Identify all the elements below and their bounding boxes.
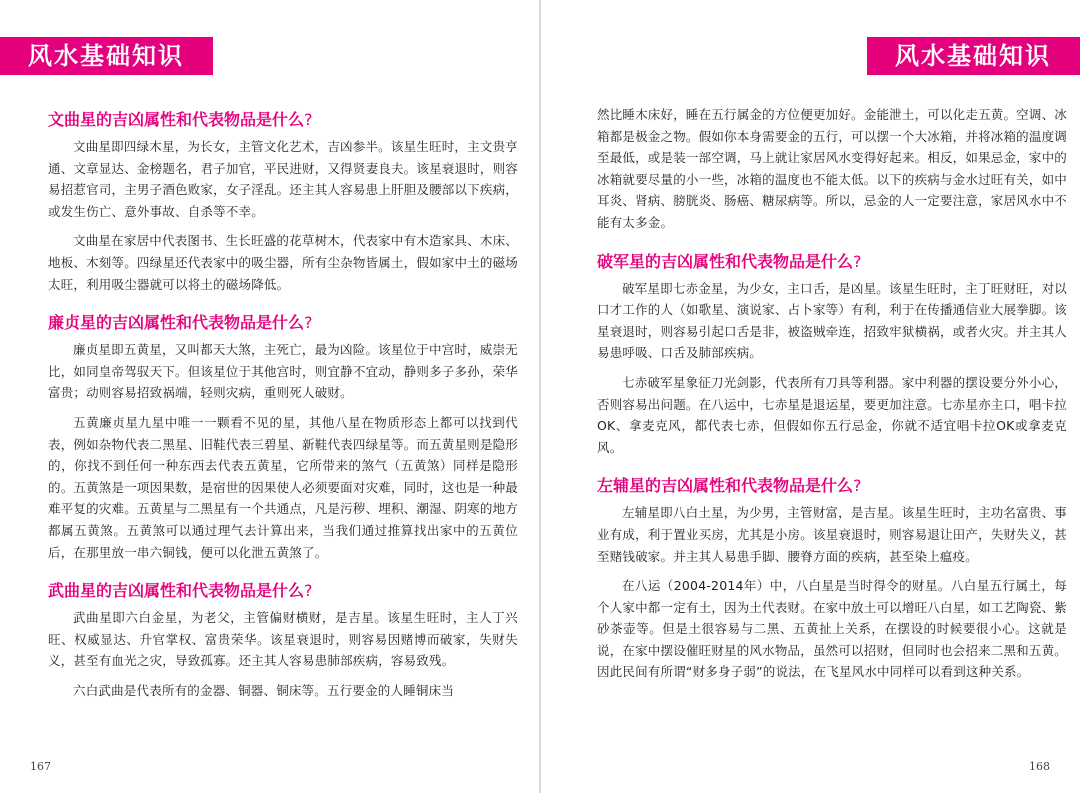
paragraph: 武曲星即六白金星，为老父，主管偏财横财，是吉星。该星生旺时，主人丁兴旺、权威显达、升官掌权、富贵荣华。该星衰退时，则容易因赌博而破家，失财失义，甚至有血光之灾，导致孤寡。还主其人容易患肺部疾病，容易致残。 xyxy=(48,610,518,669)
chapter-banner: 风水基础知识 xyxy=(0,37,213,75)
paragraph: 七赤破军星象征刀光剑影，代表所有刀具等利器。家中利器的摆设要分外小心，否则容易出问题。在八运中，七赤星是退运星，要更加注意。七赤星亦主口，唱卡拉OK、拿麦克风，都代表七赤，但假如你五行忌金，你就不适宜唱卡拉OK或拿麦克风。 xyxy=(597,374,1067,455)
paragraph: 文曲星在家居中代表图书、生长旺盛的花草树木，代表家中有木造家具、木床、地板、木刻等。四绿星还代表家中的吸尘器，所有尘杂物皆属土，假如家中土的磁场太旺，利用吸尘器就可以将土的磁场降低。 xyxy=(48,233,518,292)
page-number: 167 xyxy=(30,760,51,773)
heading-text: 左辅星的吉凶属性和代表物品是什么 xyxy=(597,476,854,496)
section-heading xyxy=(48,108,518,132)
left-content xyxy=(48,108,518,717)
paragraph: 在八运（2004-2014年）中，八白星是当时得令的财星。八白星五行属土，每个人家中都一定有土，因为土代表财。在家中放土可以增旺八白星，如工艺陶瓷、紫砂茶壶等。但是土很容易与二黑、五黄扯上关系，在摆设的时候要很小心。这就是说，在家中摆设催旺财星的风水物品，虽然可以招财，但同时也会招来二黑和五黄。因此民间有所谓“财多身子弱”的说法，在飞星风水中同样可以看到这种关系。 xyxy=(597,578,1067,680)
heading-mark: ? xyxy=(304,110,313,129)
paragraph: 六白武曲是代表所有的金器、铜器、铜床等。五行要金的人睡铜床当 xyxy=(73,682,455,698)
heading-text: 廉贞星的吉凶属性和代表物品是什么 xyxy=(48,313,305,333)
paragraph: 廉贞星即五黄星，又叫都天大煞，主死亡，最为凶险。该星位于中宫时，威崇无比，如同皇帝驾驭天下。但该星位于其他宫时，则宜静不宜动，静则多子多孙，荣华富贵；动则容易招致祸端，轻则灾病，重则死人破财。 xyxy=(48,342,518,401)
right-page xyxy=(541,0,1080,793)
paragraph: 然比睡木床好，睡在五行属金的方位便更加好。金能泄土，可以化走五黄。空调、冰箱都是极金之物。假如你本身需要金的五行，可以摆一个大冰箱，并将冰箱的温度调至最低，或是装一部空调，马上就让家居风水变得好起来。相反，如果忌金，家中的冰箱就要尽量的小一些，冰箱的温度也不能太低。以下的疾病与金水过旺有关，如中耳炎、肾病、膀胱炎、肠癌、糖尿病等。所以，忌金的人一定要注意，家居风水中不能有太多金。 xyxy=(597,107,1067,230)
heading-text: 文曲星的吉凶属性和代表物品是什么 xyxy=(48,110,305,129)
right-content xyxy=(597,104,1067,699)
section-heading xyxy=(597,250,1067,274)
section-heading xyxy=(48,579,518,603)
paragraph: 破军星即七赤金星，为少女，主口舌，是凶星。该星生旺时，主丁旺财旺，对以口才工作的人（如歌星、演说家、占卜家等）有利，利于在传播通信业大展拳脚。该星衰退时，则容易引起口舌是非，被盗贼牵连，招致牢狱横祸，或者火灾。并主其人易患呼吸、口舌及肺部疾病。 xyxy=(597,280,1067,361)
chapter-banner: 风水基础知识 xyxy=(867,37,1080,75)
paragraph: 左辅星即八白土星，为少男，主管财富，是吉星。该星生旺时，主功名富贵、事业有成，利于置业买房，尤其是小房。该星衰退时，则容易退让田产，失财失义，甚至赌钱破家。并主其人易患手脚、腰脊方面的疾病，甚至染上瘟疫。 xyxy=(597,505,1067,564)
heading-text: 破军星的吉凶属性和代表物品是什么 xyxy=(597,251,854,271)
heading-mark: ? xyxy=(304,313,313,333)
section-wenqu xyxy=(48,108,518,295)
heading-text: 武曲星的吉凶属性和代表物品是什么 xyxy=(48,581,305,601)
section-lianzhen xyxy=(48,311,518,563)
heading-mark: ? xyxy=(853,476,862,496)
section-zuofu xyxy=(597,474,1067,683)
left-page xyxy=(0,0,539,793)
section-heading xyxy=(48,311,518,335)
paragraph: 五黄廉贞星九星中唯一一颗看不见的星，其他八星在物质形态上都可以找到代表，例如杂物代表二黑星、旧鞋代表三碧星、新鞋代表四绿星等。而五黄星则是隐形的，你找不到任何一种东西去代表五黄星，它所带来的煞气（五黄煞）同样是隐形的。五黄煞是一项因果数，是宿世的因果使人必须要面对灾难，同时，这也是一种最难平复的灾难。五黄星与二黑星有一个共通点，凡是污秽、埋积、潮湿、阴寒的地方都属五黄煞。五黄煞可以通过理气去计算出来，当我们通过推算找出家中的五黄位后，在那里放一串六铜钱，便可以化泄五黄煞了。 xyxy=(48,414,518,560)
heading-mark: ? xyxy=(304,581,313,601)
continued-text xyxy=(597,104,1067,234)
page-number: 168 xyxy=(1029,760,1050,773)
paragraph: 文曲星即四绿木星，为长女，主管文化艺术，吉凶参半。该星生旺时，主文贵亨通、文章显达、金榜题名，君子加官，平民进财，又得贤妻良夫。该星衰退时，则容易招惹官司，主男子酒色败家，女子淫乱。还主其人容易患上肝胆及腰部以下疾病，或发生伤亡、意外事故、自杀等不幸。 xyxy=(48,139,518,219)
section-pojun xyxy=(597,250,1067,459)
heading-mark: ? xyxy=(853,251,862,271)
section-wuqu xyxy=(48,579,518,701)
section-heading xyxy=(597,474,1067,498)
